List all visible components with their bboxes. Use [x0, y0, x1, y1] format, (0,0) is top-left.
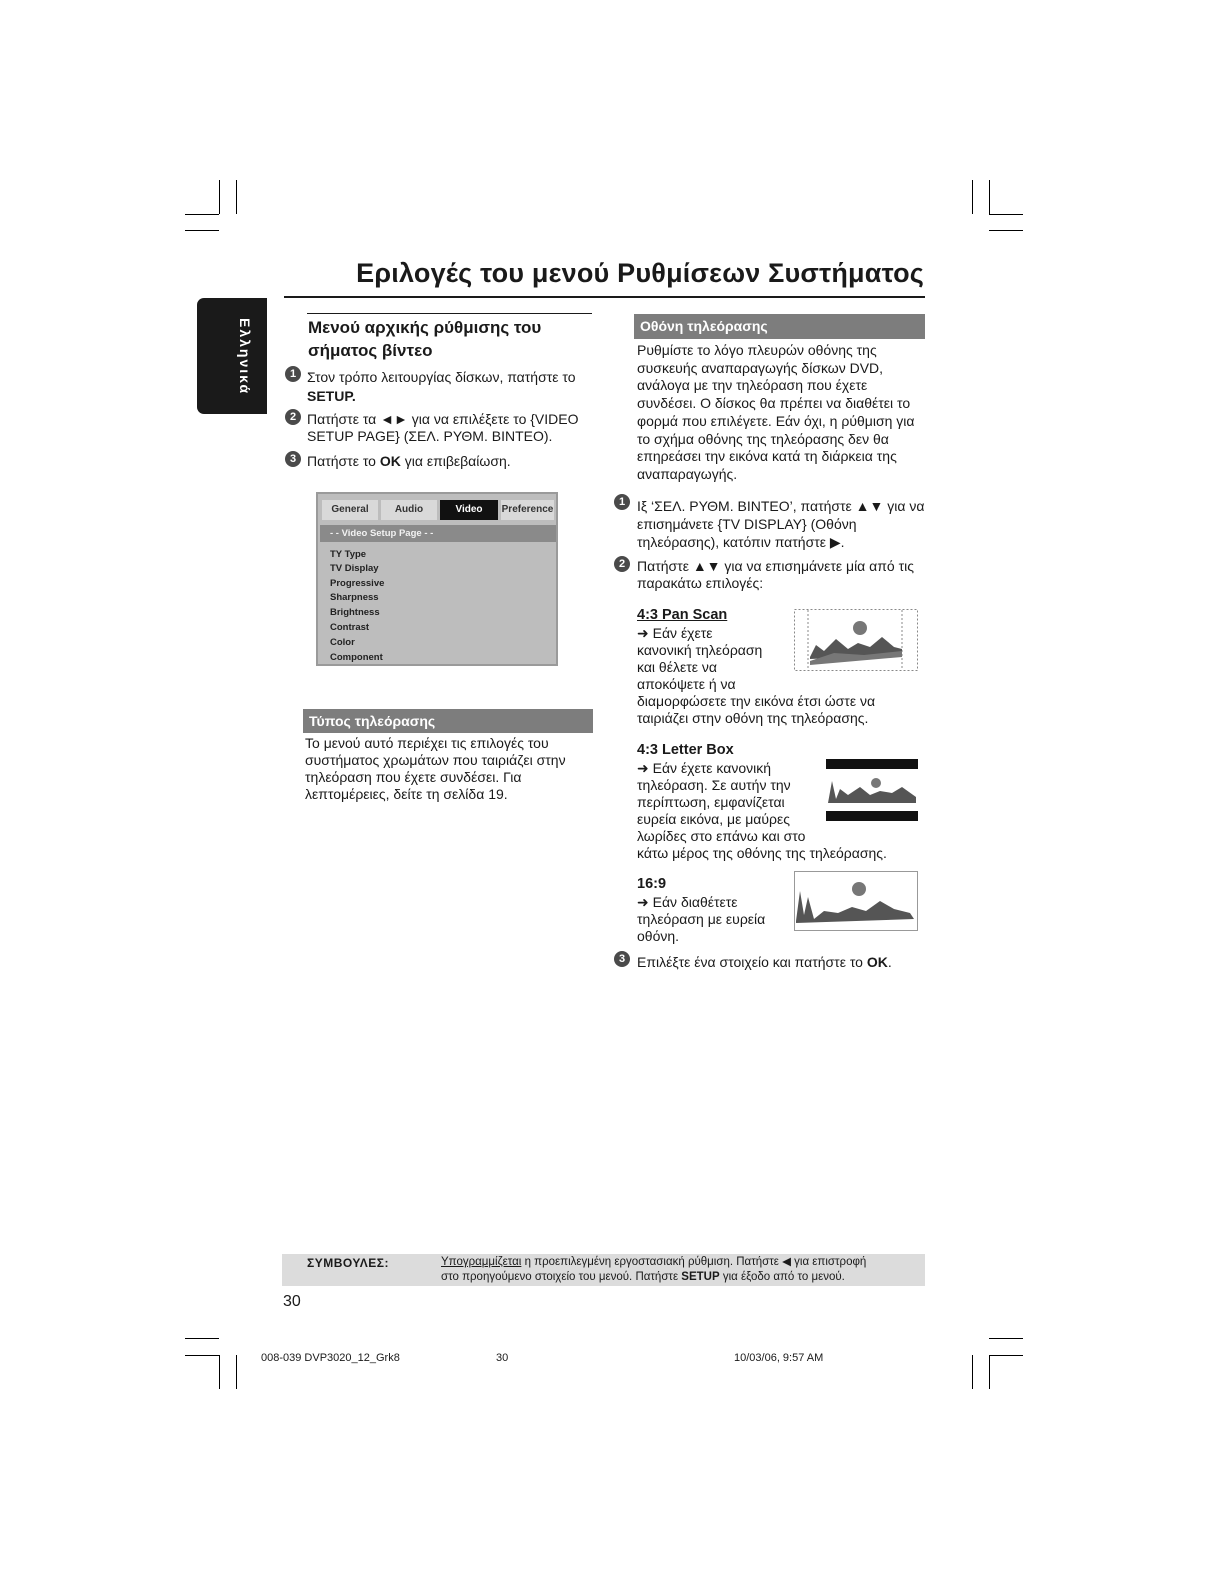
- crop-mark: [989, 230, 1023, 231]
- pan-scan-illustration: [794, 609, 918, 671]
- tv-display-intro: Ρυθμίστε το λόγο πλευρών οθόνης της συσκευής αναπαραγωγής δίσκων DVD, ανάλογα με την τηλεόραση που έχετε συνδέσει. Ο δίσκος θα πρέπει να διαθέτει το φορμά που επιλέγετε. Εάν όχι, η ρύθμιση για το σχήμα οθόνης της τηλεόρασης δεν θα επηρεάσει την εικόνα κατά τη διάρκεια της αναπαραγωγής.: [637, 342, 915, 482]
- step-number: 2: [614, 556, 630, 572]
- menu-item-progressive[interactable]: Progressive: [330, 578, 385, 589]
- right-step-2: Πατήστε ▲▼ για να επισημάνετε μία από τις παρακάτω επιλογές:: [637, 558, 914, 591]
- menu-tab-audio[interactable]: Audio: [381, 500, 437, 520]
- tips-text: Υπογραμμίζεται η προεπιλεγμένη εργοστασιακή ρύθμιση. Πατήστε ◀ για επιστροφή στο προηγούμενο στοιχείο του μενού. Πατήστε SETUP για έξοδο από το μενού.: [441, 1256, 867, 1283]
- crop-mark: [989, 180, 990, 214]
- menu-item-brightness[interactable]: Brightness: [330, 607, 380, 618]
- menu-item-color[interactable]: Color: [330, 637, 355, 648]
- tv-type-heading: Τύπος τηλεόρασης: [303, 709, 593, 733]
- crop-mark: [185, 1338, 219, 1339]
- title-rule: [284, 296, 925, 298]
- footer-date: 10/03/06, 9:57 AM: [734, 1352, 824, 1364]
- crop-mark: [185, 214, 219, 215]
- crop-mark: [972, 1355, 973, 1389]
- left-step-2: Πατήστε τα ◄► για να επιλέξετε το {VIDEO SETUP PAGE} (ΣΕΛ. ΡΥΘΜ. ΒΙΝΤΕΟ).: [307, 411, 579, 444]
- crop-mark: [236, 1355, 237, 1389]
- crop-mark: [219, 180, 220, 214]
- crop-mark: [972, 180, 973, 214]
- menu-item-tv-type[interactable]: TY Type: [330, 549, 367, 560]
- crop-mark: [219, 1355, 220, 1389]
- footer-page: 30: [496, 1352, 509, 1364]
- tips-label: ΣΥΜΒΟΥΛΕΣ:: [307, 1256, 389, 1270]
- step-number: 3: [614, 951, 630, 967]
- page-number: 30: [283, 1293, 301, 1310]
- menu-item-contrast[interactable]: Contrast: [330, 622, 370, 633]
- menu-tab-video[interactable]: Video: [440, 500, 498, 520]
- tv-type-description: Το μενού αυτό περιέχει τις επιλογές του συστήματος χρωμάτων που ταιριάζει στην τηλεόραση που έχετε συνδέσει. Για λεπτομέρειες, δείτε τη σελίδα 19.: [305, 735, 566, 802]
- left-step-1: Στον τρόπο λειτουργίας δίσκων, πατήστε το SETUP.: [307, 369, 576, 404]
- crop-mark: [185, 230, 219, 231]
- menu-tab-preference[interactable]: Preference: [501, 500, 554, 520]
- menu-item-sharpness[interactable]: Sharpness: [330, 592, 379, 603]
- step-number: 1: [614, 494, 630, 510]
- language-tab-label: Ελληνικά: [237, 318, 253, 396]
- language-tab: [197, 298, 267, 414]
- left-step-3: Πατήστε το OK για επιβεβαίωση.: [307, 453, 511, 469]
- tips-bar: [282, 1254, 925, 1286]
- wide-option: 16:9 ➜ Εάν διαθέτετε τηλεόραση με ευρεία οθόνη.: [637, 876, 766, 944]
- step-number: 3: [285, 451, 301, 467]
- crop-mark: [989, 214, 1023, 215]
- left-heading-rule: [307, 313, 592, 314]
- crop-mark: [989, 1355, 1023, 1356]
- footer-file: 008-039 DVP3020_12_Grk8: [261, 1352, 400, 1364]
- letter-box-option: 4:3 Letter Box ➜ Εάν έχετε κανονική τηλεόραση. Σε αυτήν την περίπτωση, εμφανίζεται ευρεία εικόνα, με μαύρες λωρίδες στο επάνω και στο κάτω μέρος της οθόνης της τηλεόρασης.: [637, 742, 887, 861]
- step-number: 2: [285, 409, 301, 425]
- menu-tab-general[interactable]: General: [322, 500, 378, 520]
- right-step-1: Ιξ ‘ΣΕΛ. ΡΥΘΜ. ΒΙΝΤΕΟ’, πατήστε ▲▼ για να επισημάνετε {TV DISPLAY} (Οθόνη τηλεόρασης), κατόπιν πατήστε ▶.: [637, 498, 925, 550]
- step-number: 1: [285, 366, 301, 382]
- page-title: Εριλογές του μενού Ρυθμίσεων Συστήματος: [356, 258, 924, 288]
- right-step-3: Επιλέξτε ένα στοιχείο και πατήστε το OK.: [637, 954, 892, 970]
- tv-display-heading: Οθόνη τηλεόρασης: [634, 314, 925, 339]
- pan-scan-option: 4:3 Pan Scan ➜ Εάν έχετε κανονική τηλεόραση και θέλετε να αποκόψετε ή να διαμορφώσετε την εικόνα έτσι ώστε να ταιριάζει στην οθόνη της τηλεόρασης.: [637, 607, 876, 726]
- wide-illustration: [794, 871, 918, 931]
- left-heading: Μενού αρχικής ρύθμισης του σήματος βίντεο: [308, 318, 542, 360]
- menu-item-component[interactable]: Component: [330, 652, 383, 663]
- letter-box-illustration: [826, 759, 918, 821]
- crop-mark: [989, 1355, 990, 1389]
- video-setup-menu: [316, 492, 558, 666]
- crop-mark: [989, 1338, 1023, 1339]
- menu-item-tv-display[interactable]: TV Display: [330, 563, 379, 574]
- crop-mark: [236, 180, 237, 214]
- crop-mark: [185, 1355, 219, 1356]
- menu-page-title: - - Video Setup Page - -: [320, 525, 556, 542]
